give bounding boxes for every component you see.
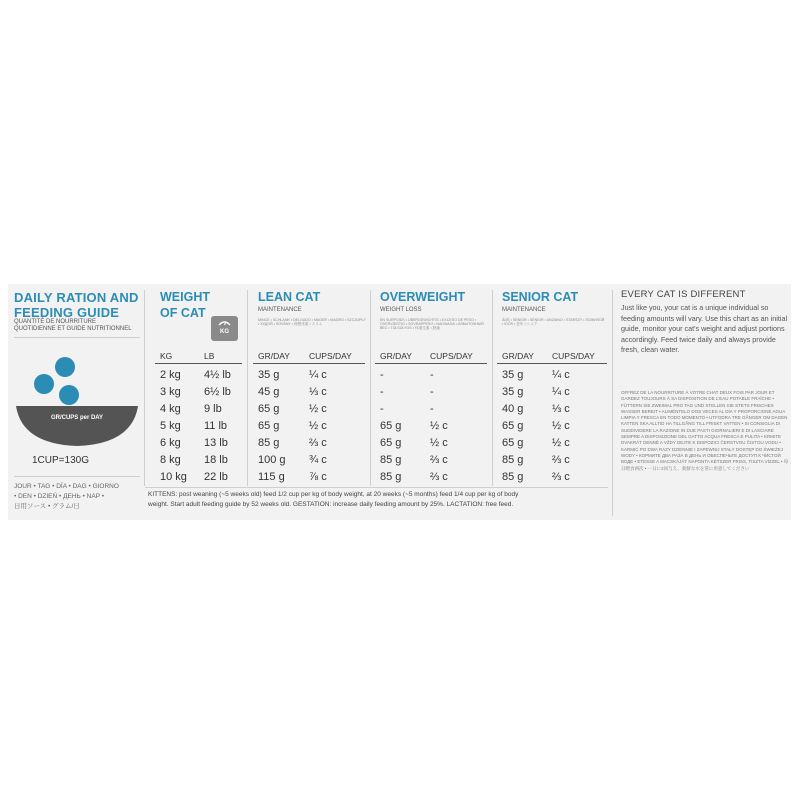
col-lean-gr: GR/DAY xyxy=(258,351,290,361)
cell-lean-gr: 65 g xyxy=(258,420,280,432)
col-senior-gr: GR/DAY xyxy=(502,351,534,361)
cell-lb: 4½ lb xyxy=(204,369,231,381)
overweight-title: OVERWEIGHT xyxy=(380,290,466,304)
cell-over-gr: 65 g xyxy=(380,437,402,449)
title-line-2: FEEDING GUIDE xyxy=(14,305,120,320)
cell-lean-cups: ⅔ c xyxy=(309,437,327,449)
subtitle-line-1: QUANTITÉ DE NOURRITURE xyxy=(14,319,97,325)
header-underline-over xyxy=(375,363,487,364)
every-cat-title: EVERY CAT IS DIFFERENT xyxy=(621,289,746,300)
cell-senior-gr: 65 g xyxy=(502,420,524,432)
cell-lean-gr: 115 g xyxy=(258,471,285,483)
cell-senior-gr: 35 g xyxy=(502,386,524,398)
divider-right xyxy=(612,290,613,516)
cell-lean-cups: ½ c xyxy=(309,403,327,415)
divider-weight xyxy=(247,290,248,486)
cell-over-gr: 85 g xyxy=(380,471,402,483)
cell-lean-cups: ⅓ c xyxy=(309,386,327,398)
kibble-ball-icon xyxy=(34,374,54,394)
scale-icon xyxy=(211,316,238,341)
cell-lean-gr: 35 g xyxy=(258,369,280,381)
cell-kg: 2 kg xyxy=(160,369,181,381)
cell-lb: 18 lb xyxy=(204,454,228,466)
header-underline-weight xyxy=(155,363,242,364)
bowl-icon xyxy=(16,406,138,446)
cell-senior-gr: 85 g xyxy=(502,471,524,483)
kibble-ball-icon xyxy=(59,385,79,405)
col-senior-cups: CUPS/DAY xyxy=(552,351,595,361)
langs-line-2: • DEN • DZIEŃ • ДЕНЬ • NAP • xyxy=(14,493,104,500)
weight-title-2: OF CAT xyxy=(160,306,206,320)
cell-senior-cups: ¼ c xyxy=(552,386,570,398)
cell-lb: 11 lb xyxy=(204,420,228,432)
feeding-guide-subtitle xyxy=(14,319,132,333)
cell-lean-gr: 65 g xyxy=(258,403,280,415)
every-cat-intro: Just like you, your cat is a unique individual so feeding amounts will vary. Use this chart as an initial guide, monitor your cat's weight and adjust portions accordingly. Feed twice daily and always provide fresh, clean water. xyxy=(621,303,788,355)
overweight-subtitle: WEIGHT LOSS xyxy=(380,307,422,313)
title-line-1: DAILY RATION AND xyxy=(14,290,139,305)
cell-lb: 13 lb xyxy=(204,437,228,449)
col-kg: KG xyxy=(160,351,173,361)
cup-conversion: 1CUP=130G xyxy=(32,455,89,466)
weight-header xyxy=(160,289,210,321)
left-rule xyxy=(14,337,140,338)
col-lb: LB xyxy=(204,351,215,361)
cell-lb: 6½ lb xyxy=(204,386,231,398)
cell-lean-cups: ¾ c xyxy=(309,454,327,466)
cell-senior-gr: 35 g xyxy=(502,369,524,381)
footnote-rule xyxy=(145,487,608,488)
kibble-ball-icon xyxy=(55,357,75,377)
cell-over-gr: - xyxy=(380,369,384,381)
cell-kg: 5 kg xyxy=(160,420,181,432)
cell-over-gr: - xyxy=(380,403,384,415)
lean-subtitle: MAINTENANCE xyxy=(258,307,302,313)
cell-senior-cups: ⅓ c xyxy=(552,403,570,415)
cell-senior-cups: ⅔ c xyxy=(552,454,570,466)
cell-lb: 22 lb xyxy=(204,471,228,483)
col-over-cups: CUPS/DAY xyxy=(430,351,473,361)
cell-over-cups: ⅔ c xyxy=(430,471,448,483)
subtitle-line-2: QUOTIDIENNE ET GUIDE NUTRITIONNEL xyxy=(14,326,132,332)
bowl-illustration xyxy=(14,348,140,448)
senior-subtitle: MAINTENANCE xyxy=(502,307,546,313)
footnote-line-2: weight. Start adult feeding guide by 52 weeks old. GESTATION: increase daily feeding amount by 25%. LACTATION: free feed. xyxy=(148,500,514,508)
langs-line-1: JOUR • TAG • DÍA • DAG • GIORNO xyxy=(14,483,119,490)
cell-over-cups: ½ c xyxy=(430,437,448,449)
cell-over-cups: ⅔ c xyxy=(430,454,448,466)
footnote-line-1: KITTENS: post weaning (~5 weeks old) feed 1/2 cup per kg of body weight, at 20 weeks (~5 months) feed 1/4 cup per kg of body xyxy=(148,491,519,498)
col-over-gr: GR/DAY xyxy=(380,351,412,361)
lean-title: LEAN CAT xyxy=(258,290,321,304)
divider-over xyxy=(492,290,493,486)
cell-senior-cups: ⅔ c xyxy=(552,471,570,483)
senior-title: SENIOR CAT xyxy=(502,290,579,304)
cell-over-cups: - xyxy=(430,403,434,415)
cell-senior-cups: ¼ c xyxy=(552,369,570,381)
cell-lean-gr: 100 g xyxy=(258,454,286,466)
header-underline-lean xyxy=(253,363,365,364)
cell-senior-cups: ½ c xyxy=(552,437,570,449)
day-translations xyxy=(14,482,142,512)
senior-translations: ÂGÉ • SENIOR • SÉNIOR • ANZIANO • STARSZY • ПОЖИЛОЙ • IDŐS • 老年 • シニア xyxy=(502,318,605,327)
cell-lean-cups: ½ c xyxy=(309,420,327,432)
cell-over-gr: 65 g xyxy=(380,420,402,432)
divider-left xyxy=(144,290,145,486)
cell-kg: 8 kg xyxy=(160,454,181,466)
left-rule-2 xyxy=(14,476,140,477)
cell-lean-gr: 45 g xyxy=(258,386,280,398)
cell-lean-cups: ¼ c xyxy=(309,369,327,381)
cell-senior-cups: ½ c xyxy=(552,420,570,432)
cell-senior-gr: 85 g xyxy=(502,454,524,466)
header-underline-senior xyxy=(497,363,607,364)
divider-lean xyxy=(370,290,371,486)
feeding-guide-title xyxy=(14,290,139,320)
cell-lean-cups: ⅞ c xyxy=(309,471,327,483)
cell-over-gr: - xyxy=(380,386,384,398)
cell-kg: 3 kg xyxy=(160,386,181,398)
weight-title-1: WEIGHT xyxy=(160,290,210,304)
langs-line-3: 日用ソース • グラム/日 xyxy=(14,503,80,510)
cell-over-gr: 85 g xyxy=(380,454,402,466)
cell-senior-gr: 65 g xyxy=(502,437,524,449)
cell-kg: 6 kg xyxy=(160,437,181,449)
col-lean-cups: CUPS/DAY xyxy=(309,351,352,361)
kg-badge: KG xyxy=(220,329,229,335)
kitten-footnote xyxy=(148,490,606,509)
cell-senior-gr: 40 g xyxy=(502,403,524,415)
cell-over-cups: ½ c xyxy=(430,420,448,432)
cell-lean-gr: 85 g xyxy=(258,437,280,449)
every-cat-translations: OFFREZ DE LA NOURRITURE À VOTRE CHAT DEUX FOIS PAR JOUR ET GARDEZ TOUJOURS À SA DISPOSITION DE L'EAU POTABLE FRAÎCHE • FÜTTERN SIE ZWEIMAL PRO TAG UND STELLEN SIE STETS FRISCHES WASSER BEREIT • ALIMÉNTELO DOS VECES AL DÍA Y PROPORCIONE AGUA LIMPIA Y FRESCA EN TODO MOMENTO • UTFODRA TRE GÅNGER OM DAGEN KATTEN SKA ALLTID HA TILLGÅNG TILL FRISKT VATTEN • SI CONSIGLIA DI SUDDIVIDERE LA RAZIONE IN DUE PASTI GIORNALIERI E DI LASCIARE SEMPRE A DISPOSIZIONE DEL GATTO ACQUA FRESCA E PULITA • KRMITE DVAKRÁT DENNĚ A VŽDY DEJTE K DISPOZICI ČERSTVOU ČISTOU VODU • KARMIĆ PO DWA RAZY DZIENNIE I ZAPEWNIJ STAŁY DOSTĘP DO ŚWIEŻEJ WODY • КОРМИТЕ ДВА РАЗА В ДЕНЬ И ОБЕСПЕЧЬТЕ ДОСТУП К ЧИСТОЙ ВОДЕ • ETESSE A MACSKÁJÁT NAPONTA KÉTSZER FRISS, TISZTA VÍZZEL • 每日喂食两次 • 一日に2回与え、新鮮な水を常に用意してください xyxy=(621,390,789,471)
cell-lb: 9 lb xyxy=(204,403,222,415)
cell-kg: 10 kg xyxy=(160,471,187,483)
cell-over-cups: - xyxy=(430,369,434,381)
overweight-translations: EN SURPOIDS • ÜBERGEWICHTIG • EXCESO DE PESO • OVERVÆGTIG • SOVRAPPESO • NADWAGA • ИЗБЫТОЧНЫЙ ВЕС • TÚLSÚLYOS • 体重过重 • 肥満 xyxy=(380,318,484,331)
bowl-label: GR/CUPS per DAY xyxy=(50,415,104,421)
lean-translations: MINCE • SCHLANK • DELGADO • MAGER • MAGRO • SZCZUPŁY • ХУДОЙ • SOVÁNY • 理想体重 • スリム xyxy=(258,318,366,327)
cell-kg: 4 kg xyxy=(160,403,181,415)
cell-over-cups: - xyxy=(430,386,434,398)
